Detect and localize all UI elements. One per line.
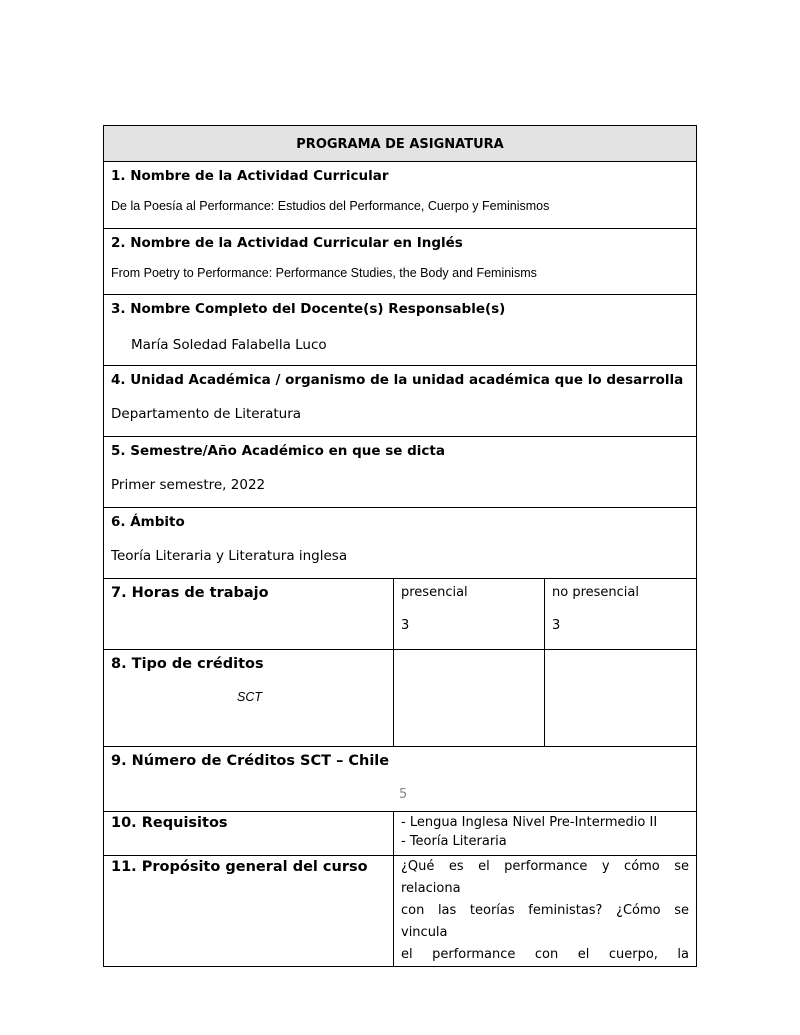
presencial-value: 3	[401, 618, 410, 633]
credits-value: 5	[399, 787, 408, 802]
section-number: 11.	[111, 859, 137, 875]
section-number: 9.	[111, 753, 127, 769]
section-9-sct-credits	[104, 747, 697, 812]
section-title: 5. Semestre/Año Académico en que se dicta	[111, 443, 445, 459]
course-purpose-text	[394, 856, 697, 967]
section-number: 10.	[111, 815, 137, 831]
no-presencial-label: no presencial	[552, 585, 639, 600]
section-3-instructor	[104, 295, 697, 366]
empty-cell	[545, 650, 697, 747]
requirement-item: - Lengua Inglesa Nivel Pre-Intermedio II	[401, 815, 658, 830]
section-title: Propósito general del curso	[141, 859, 368, 875]
requirements-list	[394, 812, 697, 856]
section-title: 2. Nombre de la Actividad Curricular en Inglés	[111, 235, 463, 251]
section-11-course-purpose	[104, 856, 394, 967]
purpose-line: ¿Qué es el performance y cómo se relaciona	[401, 859, 689, 896]
page-title: PROGRAMA DE ASIGNATURA	[296, 137, 504, 152]
section-8-credit-type	[104, 650, 394, 747]
section-10-requirements	[104, 812, 394, 856]
purpose-line: con las teorías feministas? ¿Cómo se vincula	[401, 903, 689, 940]
section-title: Número de Créditos SCT – Chile	[131, 753, 390, 769]
section-title: Tipo de créditos	[131, 656, 264, 672]
no-presencial-cell	[545, 579, 697, 650]
credit-type-value: SCT	[237, 690, 262, 704]
section-value: From Poetry to Performance: Performance Studies, the Body and Feminisms	[111, 266, 537, 280]
section-title: 1. Nombre de la Actividad Curricular	[111, 168, 389, 184]
section-1-activity-name	[104, 162, 697, 229]
section-value: Primer semestre, 2022	[111, 477, 266, 493]
section-7-work-hours	[104, 579, 394, 650]
section-value: De la Poesía al Performance: Estudios del Performance, Cuerpo y Feminismos	[111, 199, 550, 213]
section-5-semester	[104, 437, 697, 508]
table-header	[104, 126, 697, 162]
section-title: 3. Nombre Completo del Docente(s) Responsable(s)	[111, 301, 506, 317]
section-6-scope	[104, 508, 697, 579]
presencial-label: presencial	[401, 585, 468, 600]
presencial-cell	[394, 579, 545, 650]
course-program-table	[103, 125, 697, 967]
section-title: 6. Ámbito	[111, 514, 185, 530]
no-presencial-value: 3	[552, 618, 561, 633]
empty-cell	[394, 650, 545, 747]
section-2-activity-name-english	[104, 229, 697, 295]
requirement-item: - Teoría Literaria	[401, 834, 507, 849]
purpose-line: el performance con el cuerpo, la	[401, 947, 689, 962]
section-number: 8.	[111, 656, 127, 672]
section-value: Departamento de Literatura	[111, 406, 302, 422]
section-title: 4. Unidad Académica / organismo de la unidad académica que lo desarrolla	[111, 372, 684, 388]
section-value: María Soledad Falabella Luco	[131, 337, 327, 353]
section-4-academic-unit	[104, 366, 697, 437]
section-title: Requisitos	[141, 815, 228, 831]
section-number: 7.	[111, 585, 127, 601]
section-value: Teoría Literaria y Literatura inglesa	[111, 548, 348, 564]
section-title: Horas de trabajo	[131, 585, 269, 601]
